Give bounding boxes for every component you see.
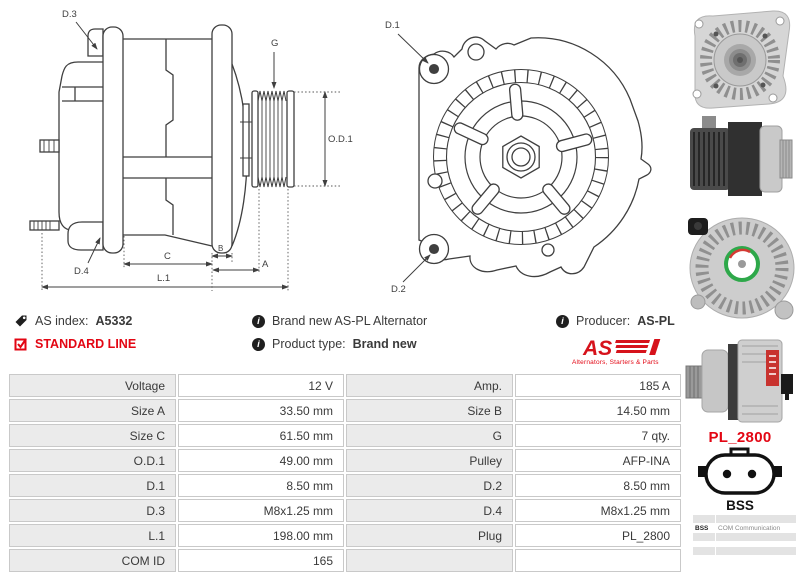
spec-value-cell: 198.00 mm [178, 524, 344, 547]
product-photo-side-label [684, 330, 796, 426]
plug-pin [723, 470, 731, 478]
legend-row [693, 533, 796, 541]
spec-row [9, 374, 681, 397]
spec-label-cell: G [346, 424, 513, 447]
spec-row [9, 524, 681, 547]
dim-label-d4: D.4 [74, 266, 89, 277]
spec-label-cell: Size C [9, 424, 176, 447]
as-index-line [14, 314, 136, 328]
spec-value-cell: AFP-INA [515, 449, 681, 472]
info-middle-column [252, 314, 427, 351]
spec-row [9, 549, 681, 572]
legend-row [693, 542, 796, 546]
checkbox-icon [14, 337, 28, 351]
spec-value-cell: M8x1.25 mm [178, 499, 344, 522]
brand-line-text: Brand new AS-PL Alternator [272, 314, 428, 328]
standard-line [14, 337, 136, 351]
spec-row [9, 399, 681, 422]
as-index-label: AS index: [35, 314, 89, 328]
plug-connector-label: BSS [726, 498, 754, 513]
spec-value-cell: 49.00 mm [178, 449, 344, 472]
standard-line-label: STANDARD LINE [35, 337, 137, 351]
spec-row [9, 499, 681, 522]
info-icon: i [252, 338, 265, 351]
spec-label-cell: Size B [346, 399, 513, 422]
dim-label-b: B [218, 244, 224, 253]
legend-desc: COM Communication [716, 524, 796, 532]
spec-label-cell: D.1 [9, 474, 176, 497]
dim-label-d3: D.3 [62, 9, 77, 20]
spec-label-cell: L.1 [9, 524, 176, 547]
logo-text: AS [583, 337, 613, 359]
plug-connector-drawing [692, 447, 788, 499]
legend-code: BSS [693, 524, 715, 532]
spec-label-cell: Amp. [346, 374, 513, 397]
legend-row [693, 524, 796, 532]
spec-value-cell: 12 V [178, 374, 344, 397]
spec-value-cell: 165 [178, 549, 344, 572]
spec-label-cell: D.3 [9, 499, 176, 522]
spec-value-cell: 185 A [515, 374, 681, 397]
info-icon: i [556, 315, 569, 328]
plug-pin [748, 470, 756, 478]
spec-label-cell: Plug [346, 524, 513, 547]
spec-value-cell: 8.50 mm [178, 474, 344, 497]
spec-row [9, 424, 681, 447]
info-right-column [556, 314, 675, 367]
dim-label-od1: O.D.1 [328, 134, 353, 145]
as-pl-logo [569, 337, 661, 367]
spec-label-cell: D.2 [346, 474, 513, 497]
spec-table [7, 372, 683, 573]
product-photo-side-dark [686, 112, 796, 204]
info-icon: i [252, 315, 265, 328]
dim-label-c: C [164, 251, 171, 262]
dim-label-l1: L.1 [157, 273, 171, 284]
spec-label-cell: Voltage [9, 374, 176, 397]
dim-label-g: G [271, 38, 279, 49]
front-view-drawing [345, 0, 680, 305]
spec-row [9, 474, 681, 497]
logo-tagline: Alternators, Starters & Parts [571, 359, 659, 366]
product-type-value: Brand new [352, 337, 417, 351]
producer-value: AS-PL [637, 314, 675, 328]
spec-value-cell: 61.50 mm [178, 424, 344, 447]
spec-value-cell: PL_2800 [515, 524, 681, 547]
legend-row [693, 515, 796, 523]
product-type-line [252, 337, 427, 351]
product-photo-front [683, 6, 797, 112]
tag-icon [14, 314, 28, 328]
spec-label-cell [346, 549, 513, 572]
spec-value-cell: 33.50 mm [178, 399, 344, 422]
as-pl-logo-mark [569, 337, 661, 359]
dim-label-d1: D.1 [385, 20, 400, 31]
spec-label-cell: Pulley [346, 449, 513, 472]
spec-label-cell: Size A [9, 399, 176, 422]
spec-value-cell: M8x1.25 mm [515, 499, 681, 522]
brand-line [252, 314, 427, 328]
plug-legend-table [692, 514, 797, 556]
plug-name: PL_2800 [708, 429, 772, 446]
producer-line [556, 314, 675, 328]
dim-label-a: A [262, 259, 269, 270]
product-photo-rear-sticker [680, 206, 800, 328]
side-view-drawing [0, 0, 356, 305]
spec-value-cell: 7 qty. [515, 424, 681, 447]
spec-label-cell: O.D.1 [9, 449, 176, 472]
spec-label-cell: D.4 [346, 499, 513, 522]
spec-row [9, 449, 681, 472]
as-index-value: A5332 [95, 314, 133, 328]
spec-value-cell: 14.50 mm [515, 399, 681, 422]
dim-label-d2: D.2 [391, 284, 406, 295]
producer-label: Producer: [576, 314, 631, 328]
info-left-column [14, 314, 136, 351]
spec-value-cell [515, 549, 681, 572]
legend-row [693, 547, 796, 555]
spec-value-cell: 8.50 mm [515, 474, 681, 497]
product-type-label: Product type: [272, 337, 346, 351]
spec-label-cell: COM ID [9, 549, 176, 572]
